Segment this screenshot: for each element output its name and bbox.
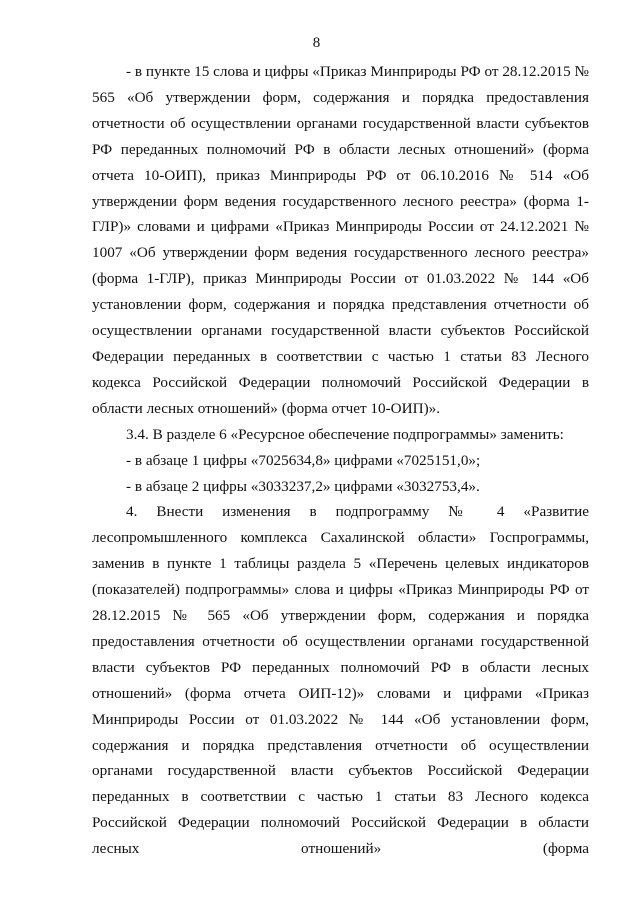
paragraph-abzac-1: - в абзаце 1 цифры «7025634,8» цифрами «7025151,0»; — [126, 451, 481, 469]
paragraph-section-6-heading: 3.4. В разделе 6 «Ресурсное обеспечение подпрограммы» заменить: — [126, 425, 564, 443]
document-body — [92, 59, 589, 862]
paragraph-abzac-2: - в абзаце 2 цифры «3033237,2» цифрами «3032753,4». — [126, 477, 480, 495]
paragraph-subprogram-4: 4. Внести изменения в подпрограмму № 4 «Развитие лесопромышленного комплекса Сахалинской области» Госпрограммы, заменив в пункте 1 таблицы раздела 5 «Перечень целевых индикаторов (показателей) подпрограммы» слова и цифры «Приказ Минприроды РФ от 28.12.2015 № 565 «Об утверждении форм, содержания и порядка предоставления отчетности об осуществлении органами государственной власти субъектов РФ переданных полномочий РФ в области лесных отношений» (форма отчета ОИП-12)» словами и цифрами «Приказ Минприроды России от 01.03.2022 № 144 «Об установлении форм, содержания и порядка представления отчетности об осуществлении органами государственной власти субъектов Российской Федерации переданных в соответствии с частью 1 статьи 83 Лесного кодекса Российской Федерации полномочий Российской Федерации в области лесных отношений» (форма — [92, 503, 589, 858]
page-number: 8 — [312, 35, 321, 51]
paragraph-item-15-replacement: - в пункте 15 слова и цифры «Приказ Минприроды РФ от 28.12.2015 № 565 «Об утверждении форм, содержания и порядка предоставления отчетности об осуществлении органами государственной власти субъектов РФ переданных полномочий РФ в области лесных отношений» (форма отчета 10-ОИП), приказ Минприроды РФ от 06.10.2016 № 514 «Об утверждении форм ведения государственного лесного реестра» (форма 1-ГЛР)» словами и цифрами «Приказ Минприроды России от 24.12.2021 № 1007 «Об утверждении форм ведения государственного лесного реестра» (форма 1-ГЛР), приказ Минприроды России от 01.03.2022 № 144 «Об установлении форм, содержания и порядка представления отчетности об осуществлении органами государственной власти субъектов Российской Федерации переданных в соответствии с частью 1 статьи 83 Лесного кодекса Российской Федерации полномочий Российской Федерации в области лесных отношений» (форма отчет 10-ОИП)». — [92, 63, 589, 417]
